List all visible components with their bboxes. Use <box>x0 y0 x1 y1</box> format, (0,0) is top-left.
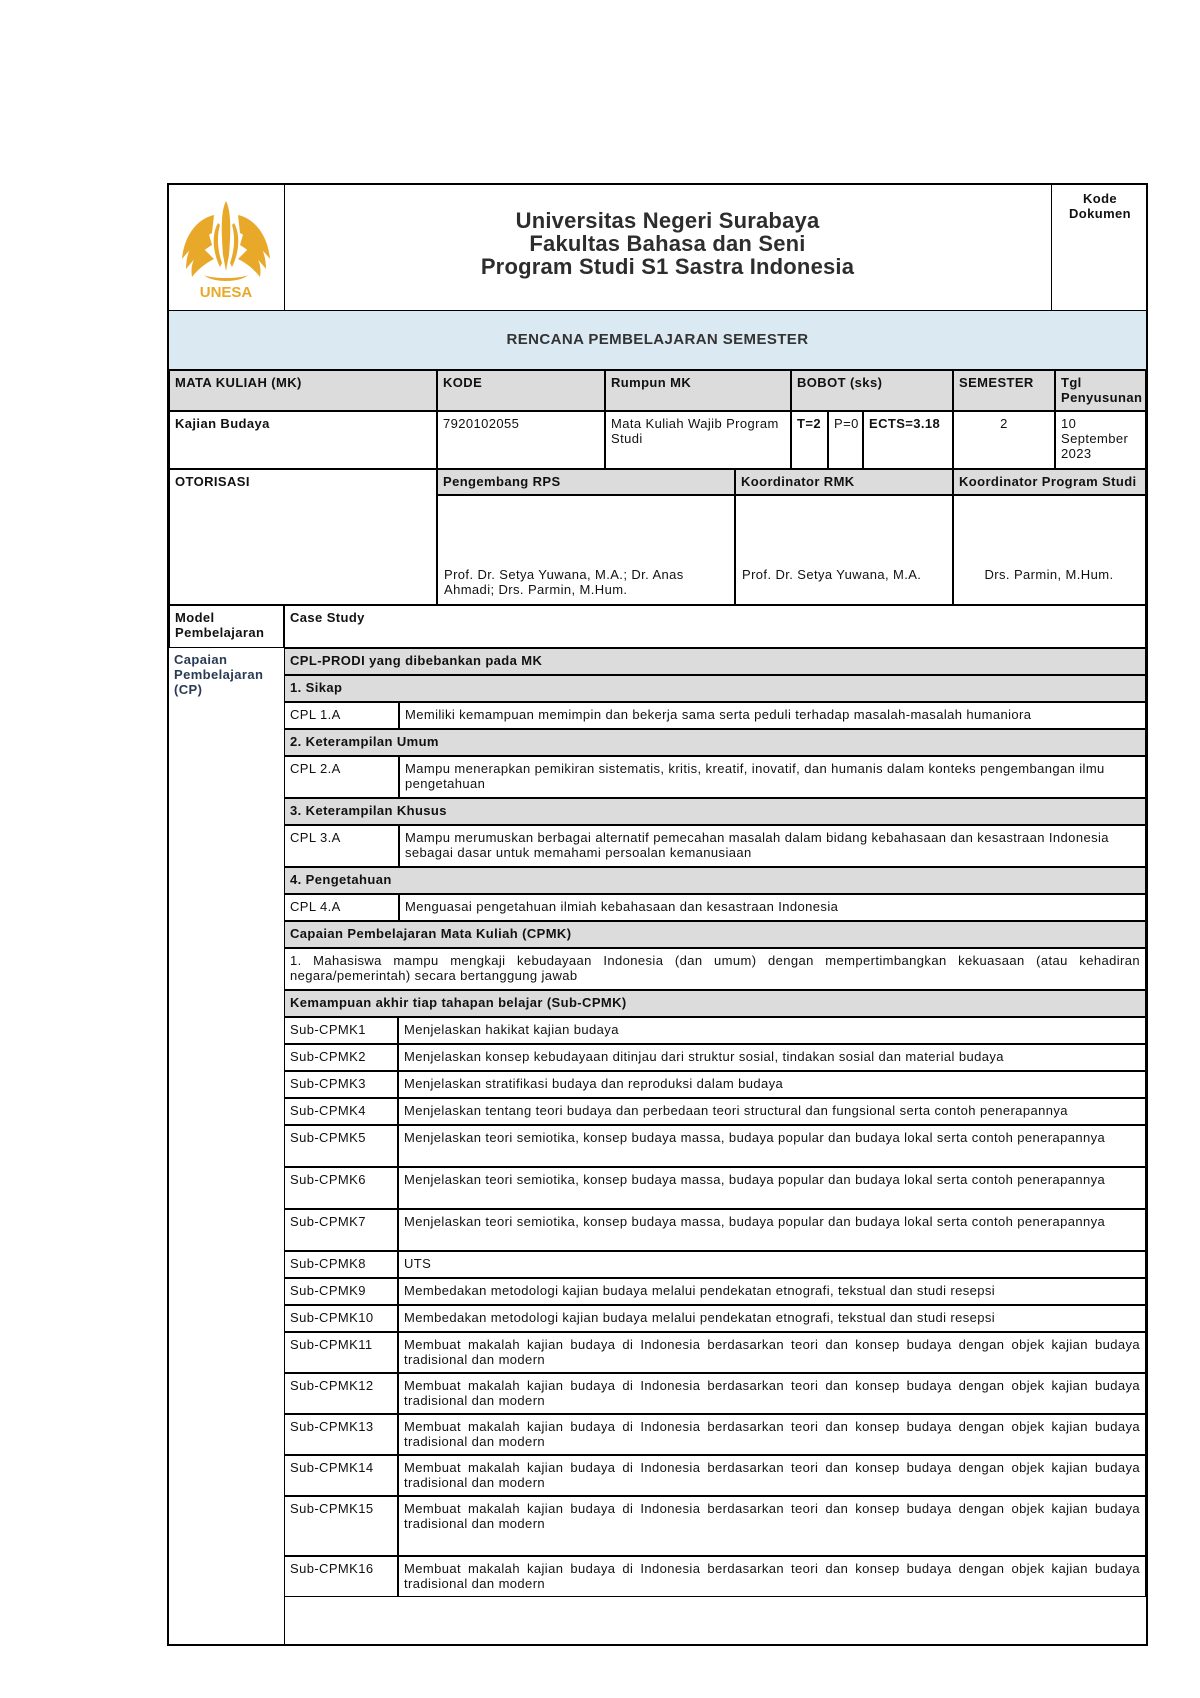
col-header-tgl: Tgl Penyusunan <box>1055 370 1146 411</box>
group-title-sikap: 1. Sikap <box>284 675 1146 702</box>
course-rumpun: Mata Kuliah Wajib Program Studi <box>605 411 791 469</box>
sub-cpmk-text: Menjelaskan tentang teori budaya dan perbedaan teori structural dan fungsional serta contoh penerapannya <box>398 1098 1146 1125</box>
sub-cpmk-text: UTS <box>398 1251 1146 1278</box>
sub-cpmk-code: Sub-CPMK14 <box>284 1455 398 1496</box>
model-value: Case Study <box>284 605 1146 648</box>
developer-label: Pengembang RPS <box>437 469 735 495</box>
sub-cpmk-code: Sub-CPMK16 <box>284 1556 398 1597</box>
sub-cpmk-text: Menjelaskan teori semiotika, konsep budaya massa, budaya popular dan budaya lokal serta contoh penerapannya <box>398 1125 1146 1167</box>
course-semester: 2 <box>953 411 1055 469</box>
divider <box>1051 185 1052 310</box>
group-title-khusus: 3. Keterampilan Khusus <box>284 798 1146 825</box>
col-header-semester: SEMESTER <box>953 370 1055 411</box>
sub-cpmk-text: Menjelaskan stratifikasi budaya dan reproduksi dalam budaya <box>398 1071 1146 1098</box>
sub-cpmk-code: Sub-CPMK4 <box>284 1098 398 1125</box>
sub-cpmk-text: Membuat makalah kajian budaya di Indonesia berdasarkan teori dan konsep budaya dengan objek kajian budaya tradisional dan modern <box>398 1373 1146 1414</box>
col-header-rumpun: Rumpun MK <box>605 370 791 411</box>
sub-cpmk-text: Menjelaskan hakikat kajian budaya <box>398 1017 1146 1044</box>
cpl-text: Mampu menerapkan pemikiran sistematis, kritis, kreatif, inovatif, dan humanis dalam konteks pengembangan ilmu pengetahuan <box>399 756 1146 798</box>
sub-cpmk-code: Sub-CPMK12 <box>284 1373 398 1414</box>
sub-cpmk-code: Sub-CPMK7 <box>284 1209 398 1251</box>
course-date: 10 September 2023 <box>1055 411 1146 469</box>
cpmk-header: Capaian Pembelajaran Mata Kuliah (CPMK) <box>284 921 1146 948</box>
bobot-ects: ECTS=3.18 <box>863 411 953 469</box>
prodi-coordinator-name: Drs. Parmin, M.Hum. <box>984 567 1114 582</box>
col-header-kode: KODE <box>437 370 605 411</box>
rmk-cell <box>735 495 953 605</box>
sub-cpmk-code: Sub-CPMK8 <box>284 1251 398 1278</box>
cpl-text: Mampu merumuskan berbagai alternatif pemecahan masalah dalam bidang kebahasaan dan kesastraan Indonesia sebagai dasar untuk memahami persoalan kemanusiaan <box>399 825 1146 867</box>
authorization-label: OTORISASI <box>169 469 437 605</box>
sub-cpmk-code: Sub-CPMK13 <box>284 1414 398 1455</box>
document-code-label: Kode Dokumen <box>1068 191 1132 221</box>
sub-cpmk-text: Membedakan metodologi kajian budaya melalui pendekatan etnografi, tekstual dan studi resepsi <box>398 1305 1146 1332</box>
sub-cpmk-text: Menjelaskan teori semiotika, konsep budaya massa, budaya popular dan budaya lokal serta contoh penerapannya <box>398 1167 1146 1209</box>
cpl-code: CPL 2.A <box>284 756 399 798</box>
sub-cpmk-code: Sub-CPMK9 <box>284 1278 398 1305</box>
sub-cpmk-text: Membuat makalah kajian budaya di Indonesia berdasarkan teori dan konsep budaya dengan objek kajian budaya tradisional dan modern <box>398 1556 1146 1597</box>
document-title: RENCANA PEMBELAJARAN SEMESTER <box>506 331 809 348</box>
sub-cpmk-text: Membuat makalah kajian budaya di Indonesia berdasarkan teori dan konsep budaya dengan objek kajian budaya tradisional dan modern <box>398 1332 1146 1373</box>
rmk-coordinator-name: Prof. Dr. Setya Yuwana, M.A. <box>742 567 922 582</box>
sub-cpmk-code: Sub-CPMK11 <box>284 1332 398 1373</box>
col-header-bobot: BOBOT (sks) <box>791 370 953 411</box>
sub-cpmk-text: Membedakan metodologi kajian budaya melalui pendekatan etnografi, tekstual dan studi resepsi <box>398 1278 1146 1305</box>
faculty-name: Fakultas Bahasa dan Seni <box>529 231 806 256</box>
sub-cpmk-header: Kemampuan akhir tiap tahapan belajar (Sub-CPMK) <box>284 990 1146 1017</box>
university-name: Universitas Negeri Surabaya <box>515 208 820 233</box>
prodi-cell <box>953 495 1146 605</box>
developer-cell <box>437 495 735 605</box>
sub-cpmk-text: Membuat makalah kajian budaya di Indonesia berdasarkan teori dan konsep budaya dengan objek kajian budaya tradisional dan modern <box>398 1455 1146 1496</box>
cpl-code: CPL 3.A <box>284 825 399 867</box>
rps-document <box>167 183 1148 1646</box>
sub-cpmk-code: Sub-CPMK6 <box>284 1167 398 1209</box>
bobot-p: P=0 <box>828 411 863 469</box>
model-label: Model Pembelajaran <box>169 605 284 648</box>
svg-text:UNESA: UNESA <box>199 284 253 301</box>
course-name: Kajian Budaya <box>169 411 437 469</box>
cp-label: Capaian Pembelajaran (CP) <box>174 652 264 697</box>
rmk-coordinator-label: Koordinator RMK <box>735 469 953 495</box>
sub-cpmk-code: Sub-CPMK10 <box>284 1305 398 1332</box>
program-name: Program Studi S1 Sastra Indonesia <box>480 254 855 279</box>
sub-cpmk-code: Sub-CPMK1 <box>284 1017 398 1044</box>
course-code: 7920102055 <box>437 411 605 469</box>
cpl-code: CPL 1.A <box>284 702 399 729</box>
sub-cpmk-code: Sub-CPMK3 <box>284 1071 398 1098</box>
unesa-emblem-icon <box>174 193 278 303</box>
unesa-logo <box>174 193 278 303</box>
col-header-mk: MATA KULIAH (MK) <box>169 370 437 411</box>
cpl-prodi-header: CPL-PRODI yang dibebankan pada MK <box>284 648 1146 675</box>
sub-cpmk-text: Menjelaskan konsep kebudayaan ditinjau dari struktur sosial, tindakan sosial dan material budaya <box>398 1044 1146 1071</box>
title-row <box>169 310 1146 370</box>
institution-block <box>284 209 1051 278</box>
developer-names: Prof. Dr. Setya Yuwana, M.A.; Dr. Anas Ahmadi; Drs. Parmin, M.Hum. <box>444 567 684 597</box>
sub-cpmk-text: Menjelaskan teori semiotika, konsep budaya massa, budaya popular dan budaya lokal serta contoh penerapannya <box>398 1209 1146 1251</box>
prodi-coordinator-label: Koordinator Program Studi <box>953 469 1146 495</box>
cpl-text: Menguasai pengetahuan ilmiah kebahasaan dan kesastraan Indonesia <box>399 894 1146 921</box>
sub-cpmk-code: Sub-CPMK15 <box>284 1496 398 1556</box>
bobot-t: T=2 <box>791 411 828 469</box>
cpl-text: Memiliki kemampuan memimpin dan bekerja sama serta peduli terhadap masalah-masalah humaniora <box>399 702 1146 729</box>
sub-cpmk-code: Sub-CPMK2 <box>284 1044 398 1071</box>
group-title-pengetahuan: 4. Pengetahuan <box>284 867 1146 894</box>
sub-cpmk-text: Membuat makalah kajian budaya di Indonesia berdasarkan teori dan konsep budaya dengan objek kajian budaya tradisional dan modern <box>398 1496 1146 1556</box>
sub-cpmk-code: Sub-CPMK5 <box>284 1125 398 1167</box>
group-title-umum: 2. Keterampilan Umum <box>284 729 1146 756</box>
cpmk-text: 1. Mahasiswa mampu mengkaji kebudayaan Indonesia (dan umum) dengan mempertimbangkan kekuasaan (atau kehadiran negara/pemerintah) secara bertanggung jawab <box>284 948 1146 990</box>
cpl-code: CPL 4.A <box>284 894 399 921</box>
sub-cpmk-text: Membuat makalah kajian budaya di Indonesia berdasarkan teori dan konsep budaya dengan objek kajian budaya tradisional dan modern <box>398 1414 1146 1455</box>
